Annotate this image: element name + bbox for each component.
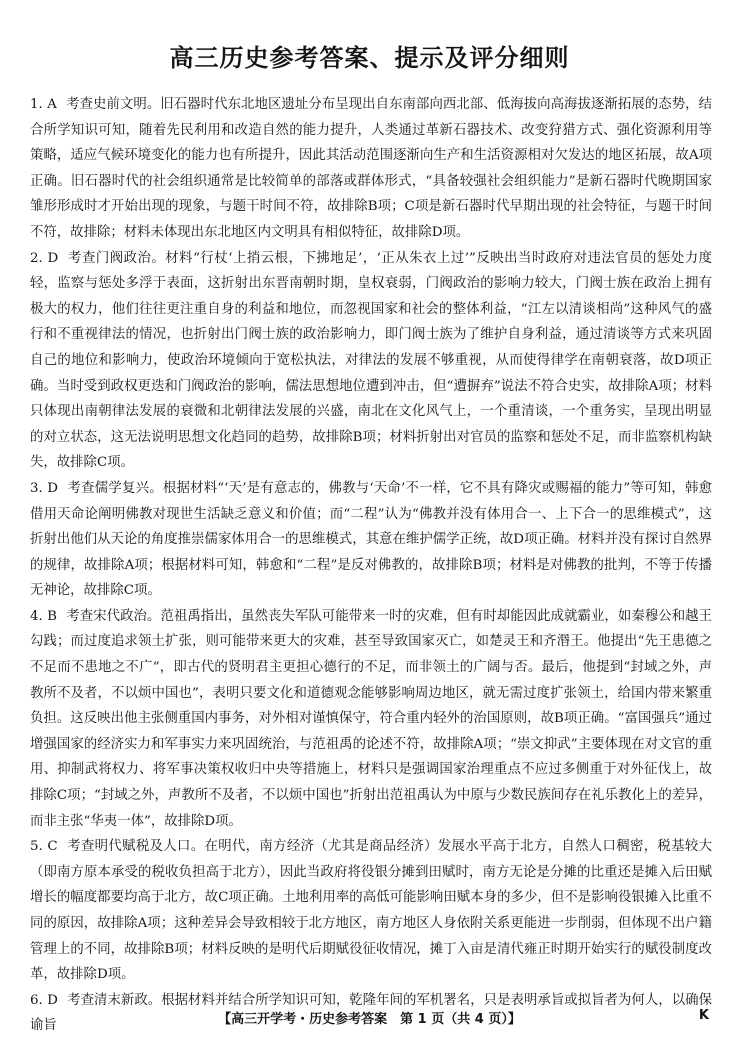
- answer-item-1: [30, 92, 712, 246]
- answer-number: 3. D: [30, 480, 58, 496]
- page-title: 高三历史参考答案、提示及评分细则: [169, 44, 570, 72]
- answer-item-2: [30, 246, 712, 476]
- answer-text: 考查明代赋税及人口。在明代，南方经济（尤其是商品经济）发展水平高于北方，自然人口稠密，税基较大（即南方原本承受的税收负担高于北方），因此当政府将役银分摊到田赋时，南方无论是分摊的比重还是摊入后田赋增长的幅度都要均高于北方，故C项正确。土地利用率的高低可能影响田赋本身的多少，但不是影响役银摊入比重不同的原因，故排除A项；这种差异会导致相较于北方地区，南方地区人身依附关系更能进一步削弱，但体现不出户籍管理上的不同，故排除B项；材料反映的是明代后期赋役征收情况，摊丁入亩是清代雍正时期开始实行的赋役制度改革，故排除D项。: [30, 839, 712, 983]
- answer-number: 1. A: [30, 97, 57, 112]
- answer-list: [30, 92, 712, 1039]
- answer-number: 6. D: [30, 992, 58, 1008]
- answer-number: 5. C: [30, 839, 58, 855]
- answer-item-3: [30, 476, 712, 604]
- answer-text: 考查史前文明。旧石器时代东北地区遗址分布呈现出自东南部向西北部、低海拔向高海拔逐渐拓展的态势，结合所学知识可知，随着先民利用和改造自然的能力提升，人类通过革新石器技术、改变狩猎方式、强化资源利用等策略，适应气候环境变化的能力也有所提升，因此其活动范围逐渐向生产和生活资源相对欠发达的地区拓展，故A项正确。旧石器时代的社会组织通常是比较简单的部落或群体形式，“具备较强社会组织能力”是新石器时代晚期国家雏形形成时才开始出现的现象，与题干时间不符，故排除B项；C项是新石器时代早期出现的社会特征，与题干时间不符，故排除；材料未体现出东北地区内文明具有相似特征，故排除D项。: [30, 97, 713, 240]
- answer-number: 2. D: [30, 250, 59, 266]
- footer-code: K: [698, 1008, 709, 1023]
- page-footer: [30, 1008, 709, 1027]
- answer-number: 4. B: [30, 608, 57, 624]
- answer-item-5: [30, 834, 712, 988]
- answer-text: 考查宋代政治。范祖禹指出，虽然丧失军队可能带来一时的灾难，但有时却能因此成就霸业，如秦穆公和越王勾践；而过度追求领土扩张，则可能带来更大的灾难，甚至导致国家灭亡，如楚灵王和齐湣王。他提出“先王患德之不足而不患地之不广”，即古代的贤明君主更担心德行的不足，而非领土的广阔与否。最后，他提到“封域之外，声教所不及者，不以烦中国也”，表明只要文化和道德观念能够影响周边地区，就无需过度扩张领土，给国内带来繁重负担。这反映出他主张侧重国内事务，对外相对谨慎保守，符合重内轻外的治国原则，故B项正确。“富国强兵”通过增强国家的经济实力和军事实力来巩固统治，与范祖禹的论述不符，故排除A项；“崇文抑武”主要体现在对文官的重用、抑制武将权力、将军事决策权收归中央等措施上，材料只是强调国家治理重点不应过多侧重于对外征伐上，故排除C项；“封域之外，声教所不及者，不以烦中国也”折射出范祖禹认为中原与少数民族间存在礼乐教化上的差异，而非主张“华夷一体”，故排除D项。: [30, 608, 712, 829]
- footer-label: 【高三开学考・历史参考答案 第 1 页（共 4 页）】: [218, 1012, 521, 1027]
- answer-text: 考查清末新政。根据材料并结合所学知识可知，乾隆年间的军机署名，只是表明承旨或拟旨者为何人，以确保谕旨: [30, 992, 713, 1034]
- answer-item-4: [30, 604, 712, 834]
- answer-text: 考查儒学复兴。根据材料“‘天’是有意志的，佛教与‘天命’不一样，它不具有降灾或赐福的能力”等可知，韩愈借用天命论阐明佛教对现世生活缺乏意义和价值；而“二程”认为“佛教并没有体用合一、上下合一的思维模式”，这折射出他们从天论的角度推崇儒家体用合一的思维模式，其意在维护儒学正统，故D项正确。材料并没有探讨自然界的规律，故排除A项；根据材料可知，韩愈和“二程”是反对佛教的，故排除B项；材料是对佛教的批判，不等于传播无神论，故排除C项。: [30, 480, 712, 599]
- answer-text: 考查门阀政治。材料“行杖‘上捎云根，下拂地足’，‘正从朱衣上过’”反映出当时政府对违法官员的惩处力度轻，监察与惩处多浮于表面，这折射出东晋南朝时期，皇权衰弱，门阀政治的影响力较大，门阀士族在政治上拥有极大的权力，他们往往更注重自身的利益和地位，而忽视国家和社会的整体利益，“江左以清谈相尚”这种风气的盛行和不重视律法的情况，也折射出门阀士族的政治影响力，即门阀士族为了维护自身利益，通过清谈等方式来巩固自己的地位和影响力，使政治环境倾向于宽松执法，对律法的发展不够重视，从而使得律学在南朝衰落，故D项正确。当时受到政权更迭和门阀政治的影响，儒法思想地位遭到冲击，但“遭摒弃”说法不符合史实，故排除A项；材料只体现出南朝律法发展的衰微和北朝律法发展的兴盛，南北在文化风气上，一个重清谈，一个重务实，呈现出明显的对立状态，这无法说明思想文化趋同的趋势，故排除B项；材料折射出对官员的监察和惩处不足，而非监察机构缺失，故排除C项。: [30, 250, 712, 471]
